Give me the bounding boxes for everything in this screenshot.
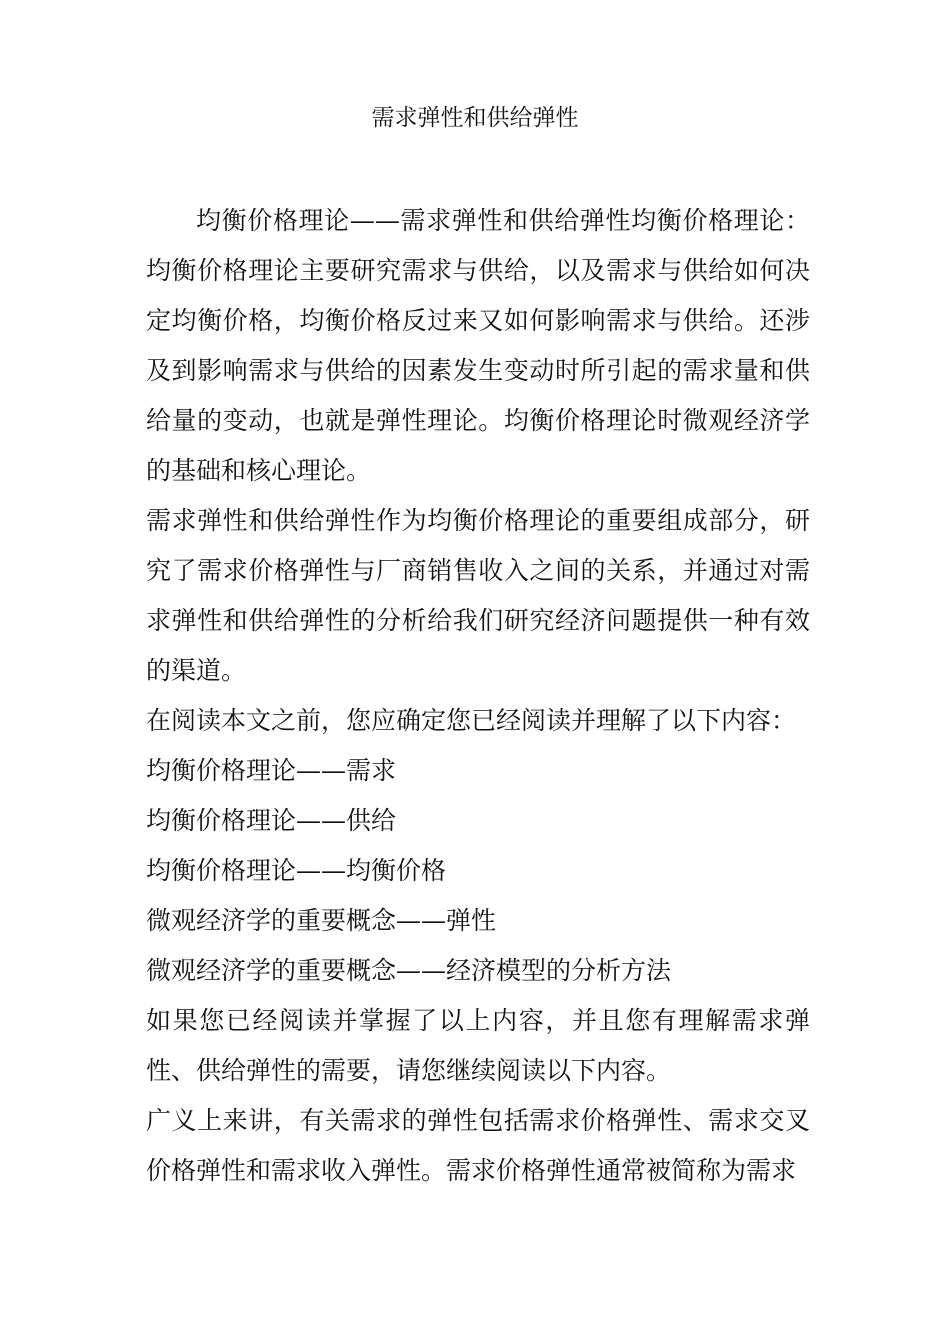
paragraph-continue: 如果您已经阅读并掌握了以上内容，并且您有理解需求弹性、供给弹性的需要，请您继续阅读以下内容。	[146, 1006, 810, 1085]
document-title: 需求弹性和供给弹性	[371, 105, 579, 131]
paragraph-importance: 需求弹性和供给弹性作为均衡价格理论的重要组成部分，研究了需求价格弹性与厂商销售收入之间的关系，并通过对需求弹性和供给弹性的分析给我们研究经济问题提供一种有效的渠道。	[146, 506, 810, 685]
paragraph-definition: 广义上来讲，有关需求的弹性包括需求价格弹性、需求交叉价格弹性和需求收入弹性。需求价格弹性通常被简称为需求	[146, 1106, 810, 1185]
prerequisite-item: 微观经济学的重要概念——弹性	[146, 906, 497, 935]
paragraph-intro: 均衡价格理论——需求弹性和供给弹性均衡价格理论：均衡价格理论主要研究需求与供给，以及需求与供给如何决定均衡价格，均衡价格反过来又如何影响需求与供给。还涉及到影响需求与供给的因素发生变动时所引起的需求量和供给量的变动，也就是弹性理论。均衡价格理论时微观经济学的基础和核心理论。	[146, 206, 810, 485]
prerequisite-item: 微观经济学的重要概念——经济模型的分析方法	[146, 956, 672, 985]
paragraph-prerequisites: 在阅读本文之前，您应确定您已经阅读并理解了以下内容：	[146, 706, 797, 735]
prerequisite-item: 均衡价格理论——供给	[146, 806, 397, 835]
document-body	[146, 196, 810, 1196]
prerequisite-item: 均衡价格理论——均衡价格	[146, 856, 447, 885]
prerequisite-item: 均衡价格理论——需求	[146, 756, 397, 785]
